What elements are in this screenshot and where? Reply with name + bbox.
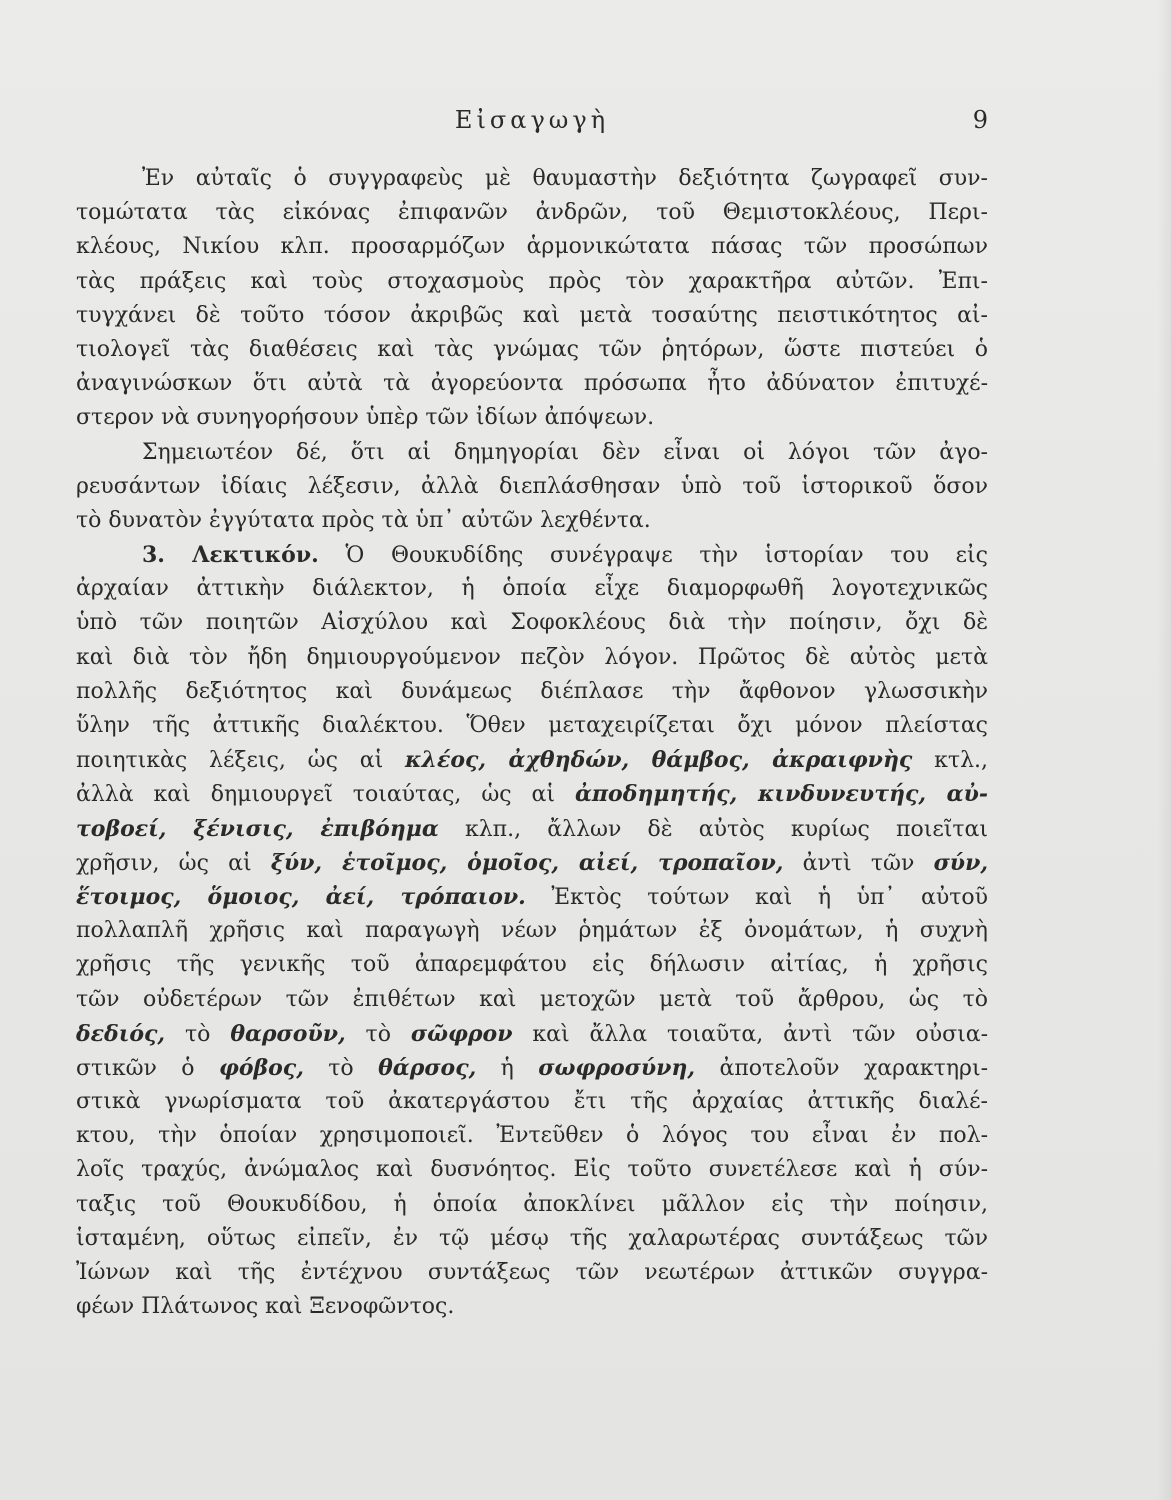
text-line	[76, 1188, 988, 1222]
text-line	[76, 1051, 988, 1085]
text-run: τὸ	[165, 1021, 231, 1047]
text-line	[76, 265, 988, 299]
emphasized-word: θάρσος,	[378, 1054, 477, 1081]
text-run: τιολογεῖ τὰς διαθέσεις καὶ τὰς γνώμας τῶν ῥητόρων, ὥστε πιστεύει ὁ	[76, 336, 988, 362]
text-run: ἀρχαίαν ἀττικὴν διάλεκτον, ἡ ὁποία εἶχε διαμορφωθῆ λογοτεχνικῶς	[76, 576, 988, 602]
page-edge-shadow	[1157, 0, 1171, 1500]
text-run: τὰς πράξεις καὶ τοὺς στοχασμοὺς πρὸς τὸν χαρακτῆρα αὐτῶν. Ἐπι-	[76, 268, 988, 294]
text-run: καὶ διὰ τὸν ἤδη δημιουργούμενον πεζὸν λόγον. Πρῶτος δὲ αὐτὸς μετὰ	[76, 644, 988, 670]
emphasized-word: σωφροσύνη,	[538, 1054, 696, 1081]
text-line	[76, 641, 988, 675]
body-text	[76, 162, 988, 1324]
text-line	[76, 1085, 988, 1119]
emphasized-word: θαρσοῦν,	[230, 1020, 346, 1047]
emphasized-word: ἀποδημητής, κινδυνευτής, αὐ-	[575, 781, 988, 808]
running-title: Εἰσαγωγὴ	[454, 106, 610, 134]
text-run: τὸ δυνατὸν ἐγγύτατα πρὸς τὰ ὑπ᾿ αὐτῶν λεχθέντα.	[76, 507, 651, 533]
text-line	[76, 1290, 988, 1324]
text-line	[76, 572, 988, 606]
text-run: Σημειωτέον δέ, ὅτι αἱ δημηγορίαι δὲν εἶναι οἱ λόγοι τῶν ἀγο-	[142, 439, 988, 465]
text-run: στερον νὰ συνηγορήσουν ὑπὲρ τῶν ἰδίων ἀπόψεων.	[76, 405, 655, 431]
text-line	[76, 1017, 988, 1051]
text-line	[76, 1119, 988, 1153]
text-run: ἀλλὰ καὶ δημιουργεῖ τοιαύτας, ὡς αἱ	[76, 782, 575, 808]
text-line	[76, 914, 988, 948]
text-line	[76, 983, 988, 1017]
section-heading: 3. Λεκτικόν.	[142, 542, 319, 569]
text-line	[76, 846, 988, 880]
text-run: τομώτατα τὰς εἰκόνας ἐπιφανῶν ἀνδρῶν, τοῦ Θεμιστοκλέους, Περι-	[76, 200, 988, 226]
text-line	[76, 470, 988, 504]
text-line	[76, 812, 988, 846]
text-line	[76, 333, 988, 367]
text-run: Ἰώνων καὶ τῆς ἐντέχνου συντάξεως τῶν νεωτέρων ἀττικῶν συγγρα-	[76, 1260, 988, 1285]
text-line	[76, 401, 988, 435]
text-line	[76, 230, 988, 264]
emphasized-word: σύν,	[933, 849, 988, 876]
text-run: στικῶν ὁ	[76, 1055, 219, 1081]
text-line	[76, 948, 988, 982]
text-run: λοῖς τραχύς, ἀνώμαλος καὶ δυσνόητος. Εἰς τοῦτο συνετέλεσε καὶ ἡ σύν-	[76, 1157, 988, 1183]
text-line	[76, 709, 988, 743]
page-number: 9	[972, 106, 988, 134]
text-run: ἀναγινώσκων ὅτι αὐτὰ τὰ ἀγορεύοντα πρόσωπα ἦτο ἀδύνατον ἐπιτυχέ-	[76, 371, 988, 397]
text-line	[76, 675, 988, 709]
text-run: φέων Πλάτωνος καὶ Ξενοφῶντος.	[76, 1294, 455, 1320]
text-run: χρῆσιν, ὡς αἱ	[76, 850, 271, 876]
text-run: ταξις τοῦ Θουκυδίδου, ἡ ὁποία ἀποκλίνει μᾶλλον εἰς τὴν ποίησιν,	[76, 1191, 988, 1217]
text-run: Ἐκτὸς τούτων καὶ ἡ ὑπ᾿ αὐτοῦ	[525, 884, 988, 910]
text-line	[76, 196, 988, 230]
text-run: Ἐν αὐταῖς ὁ συγγραφεὺς μὲ θαυμαστὴν δεξιότητα ζωγραφεῖ συν-	[142, 166, 988, 191]
emphasized-word: δεδιός,	[76, 1020, 166, 1047]
text-run: ὕλην τῆς ἀττικῆς διαλέκτου. Ὅθεν μεταχειρίζεται ὄχι μόνον πλείστας	[76, 713, 988, 738]
text-run: πολλαπλῆ χρῆσις καὶ παραγωγὴ νέων ῥημάτων ἐξ ὀνομάτων, ἡ συχνὴ	[76, 918, 988, 944]
text-line	[76, 504, 988, 538]
text-line	[76, 880, 988, 914]
text-line	[76, 777, 988, 811]
text-run: τῶν οὐδετέρων τῶν ἐπιθέτων καὶ μετοχῶν μετὰ τοῦ ἄρθρου, ὡς τὸ	[76, 986, 988, 1012]
emphasized-word: κλέος, ἀχθηδών, θάμβος, ἀκραιφνὴς	[405, 747, 913, 774]
emphasized-word: φόβος,	[218, 1054, 304, 1081]
text-run: πολλῆς δεξιότητος καὶ δυνάμεως διέπλασε τὴν ἄφθονον γλωσσικὴν	[76, 678, 988, 704]
text-run: κλέους, Νικίου κλπ. προσαρμόζων ἁρμονικώτατα πάσας τῶν προσώπων	[76, 234, 988, 260]
text-line	[76, 162, 988, 196]
text-run: ἀποτελοῦν χαρακτηρι-	[695, 1055, 989, 1081]
text-line	[76, 1153, 988, 1187]
text-line	[76, 436, 988, 470]
text-line	[76, 299, 988, 333]
text-line	[76, 1256, 988, 1290]
text-run: χρῆσις τῆς γενικῆς τοῦ ἀπαρεμφάτου εἰς δήλωσιν αἰτίας, ἡ χρῆσις	[76, 952, 988, 978]
text-run: ποιητικὰς λέξεις, ὡς αἱ	[76, 748, 406, 774]
running-header	[76, 100, 988, 140]
text-run: κλπ., ἄλλων δὲ αὐτὸς κυρίως ποιεῖται	[438, 816, 988, 842]
text-line	[76, 367, 988, 401]
text-run: ρευσάντων ἰδίαις λέξεσιν, ἀλλὰ διεπλάσθησαν ὑπὸ τοῦ ἱστορικοῦ ὅσον	[76, 473, 988, 499]
text-line	[76, 538, 988, 572]
emphasized-word: σῶφρον	[410, 1020, 513, 1047]
emphasized-word: τοβοεί, ξένισις, ἐπιβόημα	[76, 815, 439, 842]
text-run: ἱσταμένη, οὕτως εἰπεῖν, ἐν τῷ μέσῳ τῆς χαλαρωτέρας συντάξεως τῶν	[76, 1225, 988, 1251]
emphasized-word: ξύν, ἑτοῖμος, ὁμοῖος, αἰεί, τροπαῖον,	[270, 849, 784, 876]
text-run: κτου, τὴν ὁποίαν χρησιμοποιεῖ. Ἐντεῦθεν ὁ λόγος του εἶναι ἐν πολ-	[76, 1123, 988, 1149]
text-run: τυγχάνει δὲ τοῦτο τόσον ἀκριβῶς καὶ μετὰ τοσαύτης πειστικότητος αἰ-	[76, 302, 988, 328]
text-run: ὑπὸ τῶν ποιητῶν Αἰσχύλου καὶ Σοφοκλέους διὰ τὴν ποίησιν, ὄχι δὲ	[76, 610, 988, 636]
text-run: στικὰ γνωρίσματα τοῦ ἀκατεργάστου ἔτι τῆς ἀρχαίας ἀττικῆς διαλέ-	[76, 1089, 988, 1115]
text-line	[76, 1222, 988, 1256]
text-run: κτλ.,	[912, 748, 989, 774]
text-line	[76, 743, 988, 777]
text-run: καὶ ἄλλα τοιαῦτα, ἀντὶ τῶν οὐσια-	[512, 1021, 989, 1047]
text-run: ἡ	[476, 1055, 539, 1081]
text-run: τὸ	[345, 1021, 411, 1047]
text-run: ἀντὶ τῶν	[783, 850, 934, 876]
text-run: τὸ	[303, 1055, 379, 1081]
emphasized-word: ἕτοιμος, ὅμοιος, ἀεί, τρόπαιον.	[76, 883, 526, 910]
text-line	[76, 606, 988, 640]
text-run: Ὁ Θουκυδίδης συνέγραψε τὴν ἱστορίαν του εἰς	[318, 543, 989, 569]
